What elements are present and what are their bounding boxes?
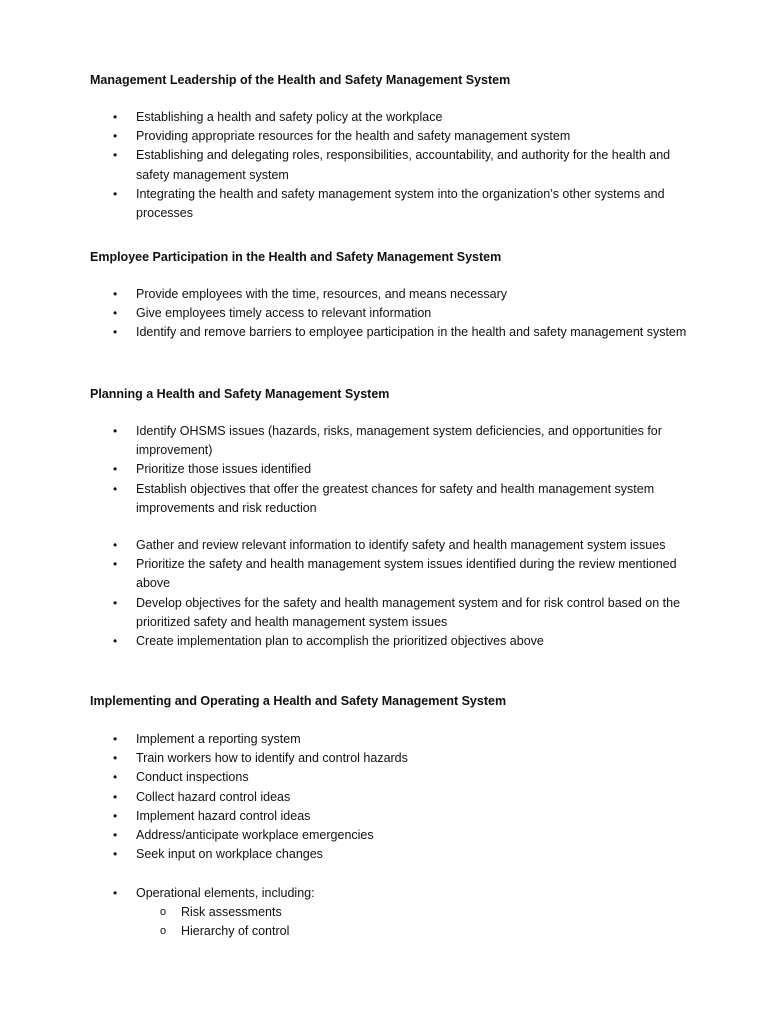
- bullet-list-employee-participation: [113, 285, 693, 343]
- list-item: [113, 788, 693, 807]
- list-item-text: Implement hazard control ideas: [136, 808, 311, 823]
- list-item: [113, 323, 693, 342]
- list-item: [113, 422, 693, 460]
- bullet-list-planning: [113, 422, 693, 518]
- list-item-text: Develop objectives for the safety and health management system and for risk control based on the prioritized safety and health management system issues: [136, 595, 681, 629]
- list-item: [113, 460, 693, 479]
- bullet-icon: •: [113, 325, 118, 340]
- bullet-list-management-leadership: [113, 108, 693, 223]
- section-heading-management-leadership: Management Leadership of the Health and Safety Management System: [90, 73, 511, 87]
- list-item-text: Gather and review relevant information to identify safety and health management system issues: [136, 538, 666, 552]
- bullet-icon: •: [113, 287, 118, 301]
- sub-list-item: [136, 903, 693, 922]
- list-item-text: Providing appropriate resources for the health and safety management system: [136, 129, 571, 144]
- bullet-icon: •: [113, 306, 118, 321]
- list-item-text: Collect hazard control ideas: [136, 789, 291, 804]
- list-item: [113, 768, 693, 787]
- list-item: [113, 185, 693, 223]
- list-item-text: Conduct inspections: [136, 770, 249, 785]
- bullet-list-operational-elements: [113, 884, 693, 942]
- list-item: [113, 304, 693, 323]
- list-item-text: Operational elements, including:: [136, 886, 315, 900]
- list-item: [113, 845, 693, 864]
- bullet-list-implementing-operating: [113, 730, 693, 864]
- section-heading-planning: Planning a Health and Safety Management System: [90, 387, 390, 401]
- list-item: [113, 884, 693, 942]
- list-item-text: Establish objectives that offer the greatest chances for safety and health management system improvements and risk reduction: [136, 481, 655, 515]
- bullet-icon: •: [113, 557, 118, 572]
- list-item: [113, 108, 693, 127]
- bullet-icon: •: [113, 424, 118, 438]
- list-item-text: Address/anticipate workplace emergencies: [136, 828, 374, 843]
- list-item: [113, 730, 693, 749]
- list-item: [113, 555, 693, 593]
- list-item-text: Prioritize those issues identified: [136, 462, 312, 477]
- list-item-text: Implement a reporting system: [136, 732, 301, 746]
- bullet-list-planning-secondary: [113, 536, 693, 651]
- bullet-icon: •: [113, 186, 118, 201]
- list-item: [113, 146, 693, 184]
- list-item: [113, 480, 693, 518]
- bullet-icon: •: [113, 148, 118, 163]
- list-item: [113, 749, 693, 768]
- bullet-icon: •: [113, 634, 118, 649]
- circle-bullet-icon: o: [160, 925, 167, 938]
- bullet-icon: •: [113, 751, 118, 766]
- sub-list-item-text: Hierarchy of control: [181, 924, 290, 939]
- bullet-icon: •: [113, 828, 118, 843]
- bullet-icon: •: [113, 110, 118, 124]
- section-heading-implementing-operating: Implementing and Operating a Health and Safety Management System: [90, 694, 507, 708]
- bullet-icon: •: [113, 886, 118, 900]
- list-item: [113, 127, 693, 146]
- list-item-text: Give employees timely access to relevant information: [136, 306, 432, 321]
- sub-bullet-list: [136, 903, 693, 941]
- bullet-icon: •: [113, 770, 118, 785]
- bullet-icon: •: [113, 129, 118, 144]
- bullet-icon: •: [113, 789, 118, 804]
- list-item-text: Establishing a health and safety policy at the workplace: [136, 110, 443, 124]
- bullet-icon: •: [113, 538, 118, 552]
- sub-list-item: [136, 922, 693, 941]
- list-item-text: Provide employees with the time, resources, and means necessary: [136, 287, 508, 301]
- list-item: [113, 807, 693, 826]
- bullet-icon: •: [113, 595, 118, 610]
- list-item: [113, 826, 693, 845]
- sub-list-item-text: Risk assessments: [181, 905, 282, 920]
- list-item: [113, 632, 693, 651]
- list-item: [113, 536, 693, 555]
- list-item-text: Create implementation plan to accomplish the prioritized objectives above: [136, 634, 544, 649]
- list-item-text: Seek input on workplace changes: [136, 847, 323, 862]
- bullet-icon: •: [113, 808, 118, 823]
- list-item: [113, 285, 693, 304]
- list-item-text: Integrating the health and safety management system into the organization’s other systems and processes: [136, 186, 665, 221]
- list-item-text: Prioritize the safety and health management system issues identified during the review mentioned above: [136, 557, 677, 591]
- bullet-icon: •: [113, 481, 118, 496]
- section-heading-employee-participation: Employee Participation in the Health and Safety Management System: [90, 250, 502, 264]
- list-item-text: Train workers how to identify and control hazards: [136, 751, 408, 766]
- circle-bullet-icon: o: [160, 906, 167, 919]
- list-item-text: Identify and remove barriers to employee participation in the health and safety management system: [136, 325, 687, 340]
- list-item-text: Establishing and delegating roles, responsibilities, accountability, and authority for the health and safety management system: [136, 148, 671, 182]
- bullet-icon: •: [113, 462, 118, 477]
- list-item-text: Identify OHSMS issues (hazards, risks, management system deficiencies, and opportunities for improvement): [136, 424, 662, 458]
- bullet-icon: •: [113, 732, 118, 746]
- list-item: [113, 594, 693, 632]
- bullet-icon: •: [113, 847, 118, 862]
